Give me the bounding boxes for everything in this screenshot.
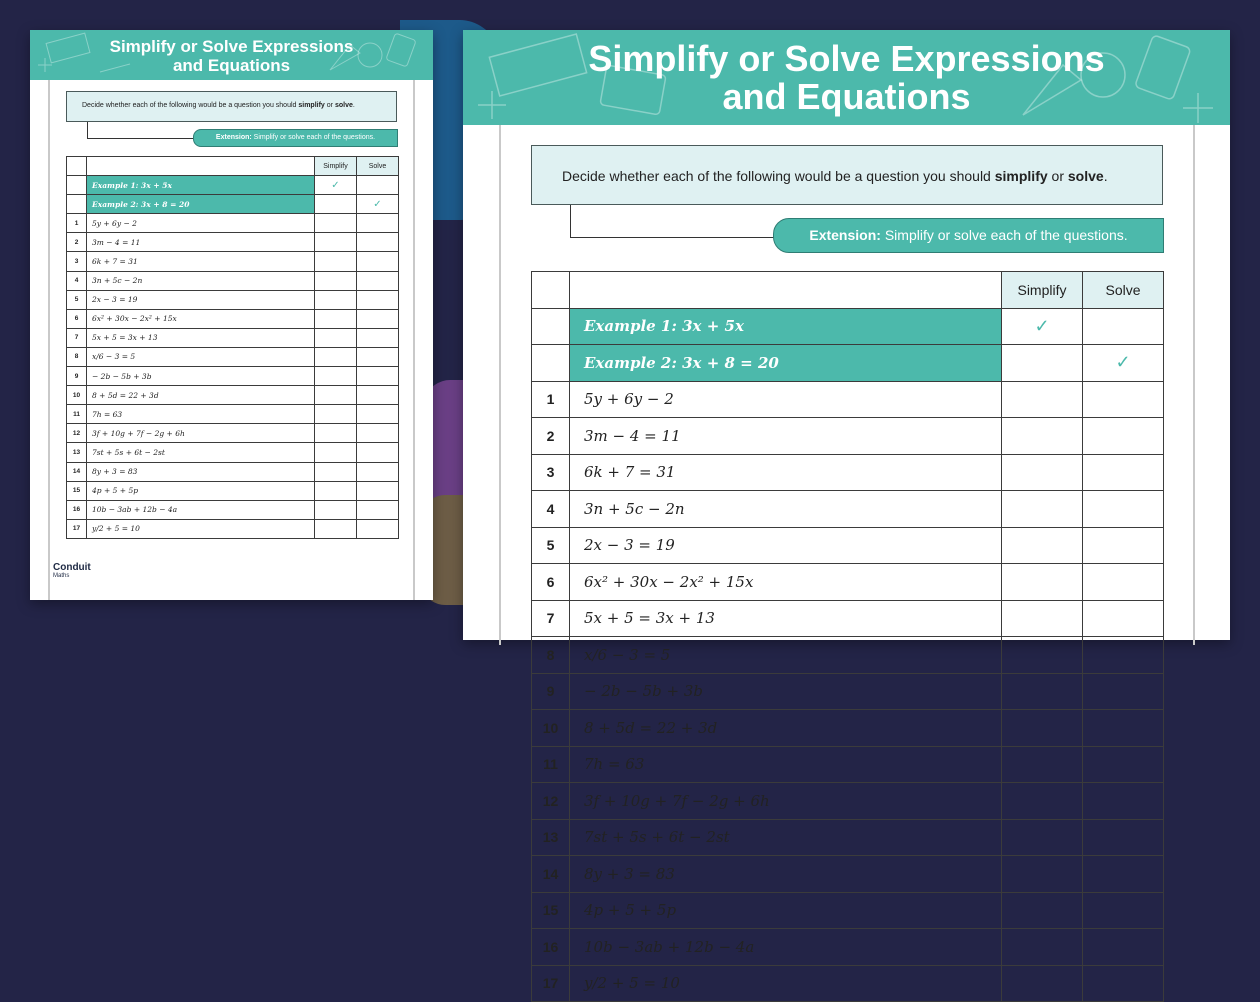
question-row: [532, 454, 1164, 491]
question-row: [532, 491, 1164, 528]
solve-answer-cell[interactable]: [1083, 491, 1164, 528]
question-expression: 7st + 5s + 6t − 2st: [570, 819, 1002, 856]
solve-answer-cell[interactable]: [1083, 673, 1164, 710]
question-expression: 8y + 3 = 83: [570, 856, 1002, 893]
connector-line: [570, 205, 774, 238]
question-row: [67, 328, 399, 347]
check-mark-icon: ✓: [357, 195, 399, 214]
question-number: 8: [532, 637, 570, 674]
solve-answer-cell[interactable]: [357, 290, 399, 309]
worksheet-banner: [30, 30, 433, 80]
simplify-answer-cell[interactable]: [1002, 929, 1083, 966]
question-row: [532, 892, 1164, 929]
simplify-answer-cell[interactable]: [1002, 965, 1083, 1002]
question-expression: 3n + 5c − 2n: [570, 491, 1002, 528]
solve-answer-cell[interactable]: [357, 367, 399, 386]
simplify-answer-cell[interactable]: [1002, 856, 1083, 893]
worksheet-title: Simplify or Solve Expressions and Equations: [588, 38, 1105, 117]
question-expression: 10b − 3ab + 12b − 4a: [87, 500, 315, 519]
solve-answer-cell[interactable]: [1083, 564, 1164, 601]
simplify-answer-cell[interactable]: [315, 386, 357, 405]
simplify-answer-cell[interactable]: [315, 367, 357, 386]
simplify-answer-cell[interactable]: [1002, 892, 1083, 929]
simplify-answer-cell[interactable]: [1002, 564, 1083, 601]
simplify-answer-cell[interactable]: [1002, 600, 1083, 637]
question-row: [67, 500, 399, 519]
check-mark-icon: ✓: [1083, 345, 1164, 382]
simplify-answer-cell[interactable]: [1002, 381, 1083, 418]
question-expression: 6x² + 30x − 2x² + 15x: [87, 309, 315, 328]
question-row: [532, 564, 1164, 601]
simplify-answer-cell[interactable]: [1002, 673, 1083, 710]
simplify-answer-cell[interactable]: [1002, 746, 1083, 783]
simplify-answer-cell[interactable]: [315, 443, 357, 462]
simplify-answer-cell[interactable]: [315, 424, 357, 443]
header-simplify: Simplify: [315, 157, 357, 176]
example-number-cell: [67, 195, 87, 214]
simplify-answer-cell[interactable]: [315, 290, 357, 309]
question-row: [67, 271, 399, 290]
simplify-cell: [315, 195, 357, 214]
question-expression: 6k + 7 = 31: [570, 454, 1002, 491]
question-number: 8: [67, 347, 87, 366]
question-expression: 6k + 7 = 31: [87, 252, 315, 271]
question-expression: 8 + 5d = 22 + 3d: [570, 710, 1002, 747]
question-expression: 8y + 3 = 83: [87, 462, 315, 481]
question-number: 4: [67, 271, 87, 290]
simplify-cell: [1002, 345, 1083, 382]
question-row: [67, 405, 399, 424]
question-row: [67, 214, 399, 233]
instruction-box: Decide whether each of the following would be a question you should simplify or solve.: [66, 91, 397, 122]
simplify-answer-cell[interactable]: [315, 519, 357, 538]
example-label: Example 1: 3x + 5x: [87, 176, 315, 195]
simplify-answer-cell[interactable]: [1002, 783, 1083, 820]
header-blank: [570, 272, 1002, 309]
example-row: [532, 345, 1164, 382]
solve-answer-cell[interactable]: [357, 214, 399, 233]
question-expression: 5y + 6y − 2: [87, 214, 315, 233]
question-number: 5: [67, 290, 87, 309]
header-solve: Solve: [357, 157, 399, 176]
solve-answer-cell[interactable]: [1083, 892, 1164, 929]
question-number: 15: [67, 481, 87, 500]
simplify-answer-cell[interactable]: [1002, 418, 1083, 455]
question-expression: 2x − 3 = 19: [87, 290, 315, 309]
solve-answer-cell[interactable]: [357, 252, 399, 271]
simplify-answer-cell[interactable]: [315, 271, 357, 290]
question-table: [66, 156, 399, 539]
header-solve: Solve: [1083, 272, 1164, 309]
connector-line: [87, 122, 193, 139]
simplify-answer-cell[interactable]: [1002, 819, 1083, 856]
question-expression: 3m − 4 = 11: [87, 233, 315, 252]
question-number: 1: [67, 214, 87, 233]
simplify-answer-cell[interactable]: [315, 347, 357, 366]
question-number: 4: [532, 491, 570, 528]
question-row: [532, 527, 1164, 564]
question-number: 12: [67, 424, 87, 443]
question-number: 11: [67, 405, 87, 424]
question-row: [67, 481, 399, 500]
worksheet-thumbnail: [30, 30, 433, 600]
question-row: [532, 965, 1164, 1002]
question-expression: 8 + 5d = 22 + 3d: [87, 386, 315, 405]
solve-answer-cell[interactable]: [1083, 381, 1164, 418]
header-blank: [87, 157, 315, 176]
simplify-answer-cell[interactable]: [315, 252, 357, 271]
example-number-cell: [532, 308, 570, 345]
question-rows: [67, 176, 399, 539]
question-number: 5: [532, 527, 570, 564]
question-number: 13: [532, 819, 570, 856]
solve-answer-cell[interactable]: [357, 519, 399, 538]
question-row: [532, 710, 1164, 747]
question-number: 12: [532, 783, 570, 820]
question-number: 16: [532, 929, 570, 966]
question-number: 17: [532, 965, 570, 1002]
question-number: 11: [532, 746, 570, 783]
question-number: 3: [532, 454, 570, 491]
question-expression: x/6 − 3 = 5: [87, 347, 315, 366]
question-number: 13: [67, 443, 87, 462]
question-expression: 2x − 3 = 19: [570, 527, 1002, 564]
question-expression: 7h = 63: [570, 746, 1002, 783]
worksheet-title: Simplify or Solve Expressions and Equations: [109, 37, 354, 75]
solve-answer-cell[interactable]: [1083, 418, 1164, 455]
question-row: [67, 443, 399, 462]
simplify-answer-cell[interactable]: [315, 481, 357, 500]
solve-answer-cell[interactable]: [1083, 856, 1164, 893]
header-blank: [532, 272, 570, 309]
question-number: 6: [532, 564, 570, 601]
question-expression: 7st + 5s + 6t − 2st: [87, 443, 315, 462]
question-row: [67, 386, 399, 405]
question-row: [67, 233, 399, 252]
question-row: [67, 519, 399, 538]
question-expression: 10b − 3ab + 12b − 4a: [570, 929, 1002, 966]
simplify-answer-cell[interactable]: [1002, 527, 1083, 564]
question-rows: [532, 308, 1164, 1002]
question-expression: 5x + 5 = 3x + 13: [87, 328, 315, 347]
question-row: [67, 290, 399, 309]
question-row: [67, 252, 399, 271]
question-row: [532, 819, 1164, 856]
question-number: 10: [532, 710, 570, 747]
solve-answer-cell[interactable]: [1083, 637, 1164, 674]
solve-answer-cell[interactable]: [1083, 746, 1164, 783]
example-row: [67, 176, 399, 195]
question-row: [532, 673, 1164, 710]
question-row: [532, 637, 1164, 674]
simplify-answer-cell[interactable]: [315, 214, 357, 233]
solve-answer-cell[interactable]: [357, 271, 399, 290]
solve-answer-cell[interactable]: [1083, 600, 1164, 637]
question-number: 10: [67, 386, 87, 405]
header-blank: [67, 157, 87, 176]
question-row: [532, 856, 1164, 893]
question-expression: 5y + 6y − 2: [570, 381, 1002, 418]
question-row: [532, 929, 1164, 966]
question-expression: y/2 + 5 = 10: [87, 519, 315, 538]
solve-answer-cell[interactable]: [357, 443, 399, 462]
example-number-cell: [532, 345, 570, 382]
conduit-maths-logo: Conduit Maths: [53, 562, 91, 579]
simplify-answer-cell[interactable]: [315, 328, 357, 347]
worksheet-zoom: [463, 30, 1230, 993]
solve-cell: [1083, 308, 1164, 345]
question-table: [531, 271, 1164, 1002]
extension-box: Extension: Simplify or solve each of the questions.: [193, 129, 398, 147]
question-number: 1: [532, 381, 570, 418]
question-row: [532, 418, 1164, 455]
question-number: 2: [532, 418, 570, 455]
header-simplify: Simplify: [1002, 272, 1083, 309]
simplify-answer-cell[interactable]: [315, 500, 357, 519]
solve-answer-cell[interactable]: [1083, 965, 1164, 1002]
example-label: Example 2: 3x + 8 = 20: [570, 345, 1002, 382]
margin-rule: [413, 80, 415, 600]
simplify-answer-cell[interactable]: [1002, 454, 1083, 491]
simplify-answer-cell[interactable]: [315, 462, 357, 481]
question-expression: 3f + 10g + 7f − 2g + 6h: [87, 424, 315, 443]
question-number: 14: [532, 856, 570, 893]
solve-cell: [357, 176, 399, 195]
check-mark-icon: ✓: [1002, 308, 1083, 345]
question-expression: 4p + 5 + 5p: [570, 892, 1002, 929]
margin-rule: [1193, 125, 1195, 645]
example-row: [67, 195, 399, 214]
simplify-answer-cell[interactable]: [315, 233, 357, 252]
solve-answer-cell[interactable]: [357, 500, 399, 519]
question-row: [532, 381, 1164, 418]
extension-box: Extension: Simplify or solve each of the questions.: [773, 218, 1164, 253]
question-expression: 3n + 5c − 2n: [87, 271, 315, 290]
question-row: [532, 600, 1164, 637]
margin-rule: [48, 80, 50, 600]
margin-rule: [499, 125, 501, 645]
instruction-box: Decide whether each of the following would be a question you should simplify or solve.: [531, 145, 1163, 205]
solve-answer-cell[interactable]: [357, 424, 399, 443]
question-expression: 4p + 5 + 5p: [87, 481, 315, 500]
question-number: 16: [67, 500, 87, 519]
question-number: 2: [67, 233, 87, 252]
solve-answer-cell[interactable]: [357, 462, 399, 481]
simplify-answer-cell[interactable]: [1002, 491, 1083, 528]
question-number: 14: [67, 462, 87, 481]
question-number: 7: [532, 600, 570, 637]
solve-answer-cell[interactable]: [357, 405, 399, 424]
question-row: [532, 746, 1164, 783]
question-number: 6: [67, 309, 87, 328]
question-expression: x/6 − 3 = 5: [570, 637, 1002, 674]
question-number: 9: [67, 367, 87, 386]
simplify-answer-cell[interactable]: [1002, 710, 1083, 747]
question-expression: 5x + 5 = 3x + 13: [570, 600, 1002, 637]
solve-answer-cell[interactable]: [357, 233, 399, 252]
solve-answer-cell[interactable]: [357, 386, 399, 405]
question-number: 3: [67, 252, 87, 271]
example-number-cell: [67, 176, 87, 195]
solve-answer-cell[interactable]: [1083, 454, 1164, 491]
question-row: [67, 309, 399, 328]
solve-answer-cell[interactable]: [1083, 710, 1164, 747]
example-label: Example 1: 3x + 5x: [570, 308, 1002, 345]
question-row: [67, 347, 399, 366]
solve-answer-cell[interactable]: [1083, 929, 1164, 966]
question-expression: 6x² + 30x − 2x² + 15x: [570, 564, 1002, 601]
question-row: [532, 783, 1164, 820]
question-expression: − 2b − 5b + 3b: [570, 673, 1002, 710]
question-number: 17: [67, 519, 87, 538]
question-expression: 3m − 4 = 11: [570, 418, 1002, 455]
question-row: [67, 462, 399, 481]
worksheet-banner: [463, 30, 1230, 125]
solve-answer-cell[interactable]: [357, 309, 399, 328]
solve-answer-cell[interactable]: [357, 481, 399, 500]
example-row: [532, 308, 1164, 345]
check-mark-icon: ✓: [315, 176, 357, 195]
question-expression: − 2b − 5b + 3b: [87, 367, 315, 386]
simplify-answer-cell[interactable]: [315, 309, 357, 328]
solve-answer-cell[interactable]: [357, 347, 399, 366]
question-expression: y/2 + 5 = 10: [570, 965, 1002, 1002]
question-number: 7: [67, 328, 87, 347]
solve-answer-cell[interactable]: [1083, 527, 1164, 564]
simplify-answer-cell[interactable]: [1002, 637, 1083, 674]
question-row: [67, 424, 399, 443]
question-number: 15: [532, 892, 570, 929]
question-expression: 3f + 10g + 7f − 2g + 6h: [570, 783, 1002, 820]
question-expression: 7h = 63: [87, 405, 315, 424]
example-label: Example 2: 3x + 8 = 20: [87, 195, 315, 214]
solve-answer-cell[interactable]: [1083, 819, 1164, 856]
solve-answer-cell[interactable]: [1083, 783, 1164, 820]
solve-answer-cell[interactable]: [357, 328, 399, 347]
simplify-answer-cell[interactable]: [315, 405, 357, 424]
question-row: [67, 367, 399, 386]
question-number: 9: [532, 673, 570, 710]
